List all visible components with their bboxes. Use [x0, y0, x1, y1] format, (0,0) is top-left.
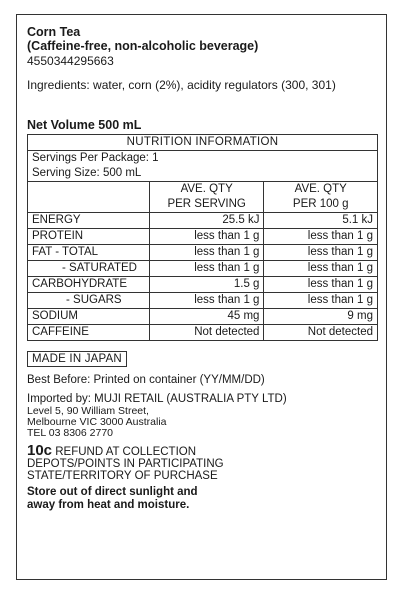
value-per-100: 9 mg	[264, 309, 378, 325]
nutrition-heading: NUTRITION INFORMATION	[28, 135, 378, 151]
value-per-serving: less than 1 g	[149, 293, 264, 309]
nutrient-name: CARBOHYDRATE	[28, 277, 150, 293]
serving-size: Serving Size: 500 mL	[28, 166, 378, 182]
col-header-per-100: AVE. QTY PER 100 g	[264, 182, 378, 213]
nutrient-name: ENERGY	[28, 213, 150, 229]
product-subtitle: (Caffeine-free, non-alcoholic beverage)	[27, 39, 259, 53]
value-per-serving: 1.5 g	[149, 277, 264, 293]
value-per-100: less than 1 g	[264, 245, 378, 261]
ingredients-text: Ingredients: water, corn (2%), acidity regulators (300, 301)	[27, 78, 336, 92]
value-per-serving: less than 1 g	[149, 261, 264, 277]
header-blank-cell	[28, 182, 150, 213]
table-row	[28, 213, 378, 229]
best-before-text: Best Before: Printed on container (YY/MM/DD)	[27, 374, 265, 386]
net-volume: Net Volume 500 mL	[27, 118, 142, 132]
importer-address-line: Melbourne VIC 3000 Australia	[27, 416, 167, 428]
table-row	[28, 261, 378, 277]
table-row	[28, 245, 378, 261]
table-row	[28, 309, 378, 325]
servings-per-package: Servings Per Package: 1	[28, 151, 378, 167]
nutrition-table	[27, 134, 378, 341]
value-per-serving: 25.5 kJ	[149, 213, 264, 229]
refund-line: REFUND AT COLLECTION	[52, 446, 197, 458]
importer-address-line: Level 5, 90 William Street,	[27, 405, 149, 417]
storage-line: Store out of direct sunlight and	[27, 486, 198, 498]
nutrient-name: - SUGARS	[28, 293, 150, 309]
product-label	[16, 14, 387, 580]
table-row	[28, 325, 378, 341]
table-row	[28, 293, 378, 309]
refund-amount: 10c	[27, 442, 53, 459]
value-per-100: less than 1 g	[264, 261, 378, 277]
col-header-per-serving: AVE. QTY PER SERVING	[149, 182, 264, 213]
made-in-badge: MADE IN JAPAN	[27, 351, 127, 367]
importer-phone: TEL 03 8306 2770	[27, 427, 114, 439]
value-per-serving: less than 1 g	[149, 229, 264, 245]
value-per-100: Not detected	[264, 325, 378, 341]
value-per-100: less than 1 g	[264, 229, 378, 245]
importer-block	[27, 393, 378, 439]
value-per-100: 5.1 kJ	[264, 213, 378, 229]
nutrient-name: PROTEIN	[28, 229, 150, 245]
refund-line: DEPOTS/POINTS IN PARTICIPATING	[27, 458, 224, 470]
storage-instructions	[27, 486, 378, 512]
storage-line: away from heat and moisture.	[27, 499, 190, 511]
refund-notice	[27, 442, 378, 482]
table-row	[28, 229, 378, 245]
value-per-serving: Not detected	[149, 325, 264, 341]
value-per-100: less than 1 g	[264, 277, 378, 293]
refund-line: STATE/TERRITORY OF PURCHASE	[27, 470, 218, 482]
value-per-100: less than 1 g	[264, 293, 378, 309]
nutrient-name: - SATURATED	[28, 261, 150, 277]
value-per-serving: 45 mg	[149, 309, 264, 325]
importer-name: Imported by: MUJI RETAIL (AUSTRALIA PTY LTD)	[27, 393, 287, 405]
nutrient-name: SODIUM	[28, 309, 150, 325]
product-name: Corn Tea	[27, 25, 81, 39]
nutrient-name: CAFFEINE	[28, 325, 150, 341]
nutrient-name: FAT - TOTAL	[28, 245, 150, 261]
table-row	[28, 277, 378, 293]
value-per-serving: less than 1 g	[149, 245, 264, 261]
barcode-number: 4550344295663	[27, 54, 114, 68]
